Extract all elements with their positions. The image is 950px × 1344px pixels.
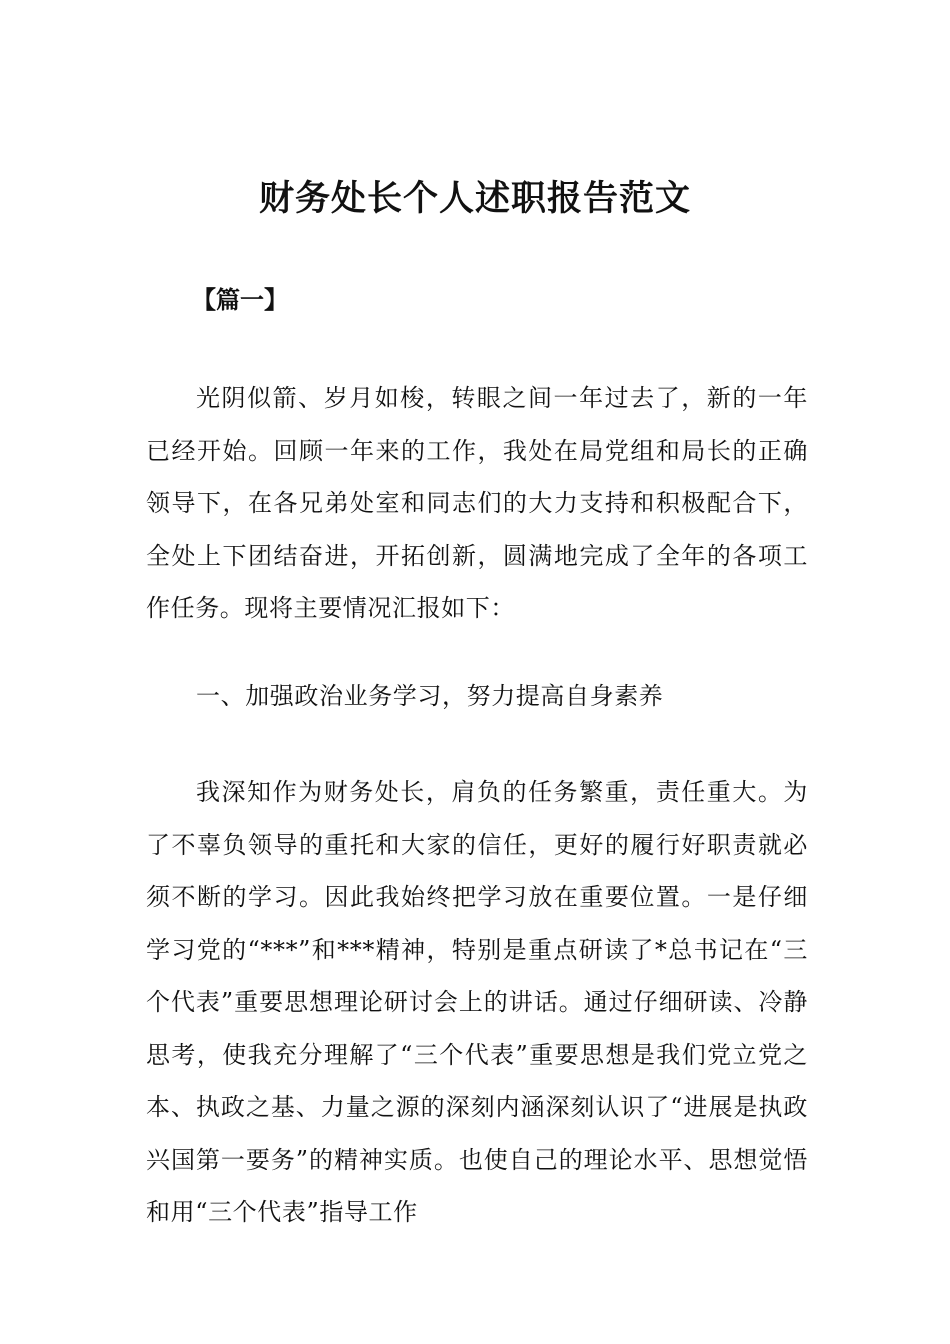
section-heading: 一、加强政治业务学习，努力提高自身素养	[196, 682, 664, 710]
document-title: 财务处长个人述职报告范文	[258, 179, 691, 219]
section-tag: 【篇一】	[192, 285, 288, 314]
paragraph-intro: 光阴似箭、岁月如梭，转眼之间一年过去了，新的一年已经开始。回顾一年来的工作，我处在局党组和局长的正确领导下，在各兄弟处室和同志们的大力支持和积极配合下，全处上下团结奋进，开拓创新，圆满地完成了全年的各项工作任务。现将主要情况汇报如下：	[146, 384, 808, 622]
paragraph-study: 我深知作为财务处长，肩负的任务繁重，责任重大。为了不辜负领导的重托和大家的信任，更好的履行好职责就必须不断的学习。因此我始终把学习放在重要位置。一是仔细学习党的“***”和***精神，特别是重点研读了*总书记在“三个代表”重要思想理论研讨会上的讲话。通过仔细研读、冷静思考，使我充分理解了“三个代表”重要思想是我们党立党之本、执政之基、力量之源的深刻内涵深刻认识了“进展是执政兴国第一要务”的精神实质。也使自己的理论水平、思想觉悟和用“三个代表”指导工作	[146, 778, 808, 1226]
